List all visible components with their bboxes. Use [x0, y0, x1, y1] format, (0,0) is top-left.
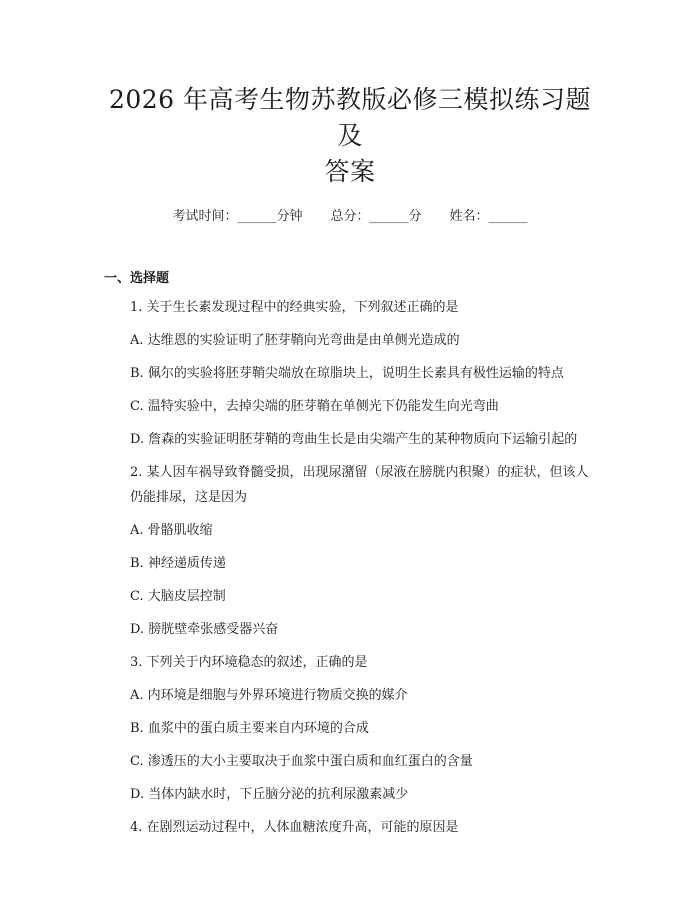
question-3-stem: 3. 下列关于内环境稳态的叙述，正确的是: [130, 655, 368, 670]
student-name-field: 姓名：______: [449, 209, 528, 224]
question-2-option-c: C. 大脑皮层控制: [130, 589, 226, 604]
question-1-stem: 1. 关于生长素发现过程中的经典实验，下列叙述正确的是: [130, 300, 459, 315]
question-4-stem: 4. 在剧烈运动过程中，人体血糖浓度升高，可能的原因是: [130, 820, 459, 835]
exam-time-field: 考试时间：______分钟: [172, 209, 303, 224]
section-heading-multiple-choice: 一、选择题: [104, 271, 170, 286]
question-3-option-b: B. 血浆中的蛋白质主要来自内环境的合成: [130, 721, 369, 736]
question-3-option-d: D. 当体内缺水时，下丘脑分泌的抗利尿激素减少: [130, 787, 409, 802]
total-score-field: 总分：______分: [330, 209, 422, 224]
question-1-option-b: B. 佩尔的实验将胚芽鞘尖端放在琼脂块上，说明生长素具有极性运输的特点: [130, 366, 564, 381]
document-title: [104, 0, 596, 190]
question-1-option-d: D. 詹森的实验证明胚芽鞘的弯曲生长是由尖端产生的某种物质向下运输引起的: [130, 432, 578, 447]
question-2-option-a: A. 骨骼肌收缩: [130, 523, 213, 538]
question-2-option-b: B. 神经递质传递: [130, 556, 226, 571]
question-3-option-c: C. 渗透压的大小主要取决于血浆中蛋白质和血红蛋白的含量: [130, 754, 473, 769]
question-2-option-d: D. 膀胱壁牵张感受器兴奋: [130, 622, 279, 637]
title-line-2: 答案: [324, 157, 376, 186]
question-2-stem: 2. 某人因车祸导致脊髓受损，出现尿潴留（尿液在膀胱内积聚）的症状，但该人仍能排尿，这是因为: [130, 465, 589, 505]
title-line-1: 2026 年高考生物苏教版必修三模拟练习题及: [108, 85, 592, 150]
exam-info-line: [104, 207, 596, 227]
question-1-option-a: A. 达维恩的实验证明了胚芽鞘向光弯曲是由单侧光造成的: [130, 333, 460, 348]
question-3-option-a: A. 内环境是细胞与外界环境进行物质交换的媒介: [130, 688, 408, 703]
question-1-option-c: C. 温特实验中，去掉尖端的胚芽鞘在单侧光下仍能发生向光弯曲: [130, 399, 499, 414]
